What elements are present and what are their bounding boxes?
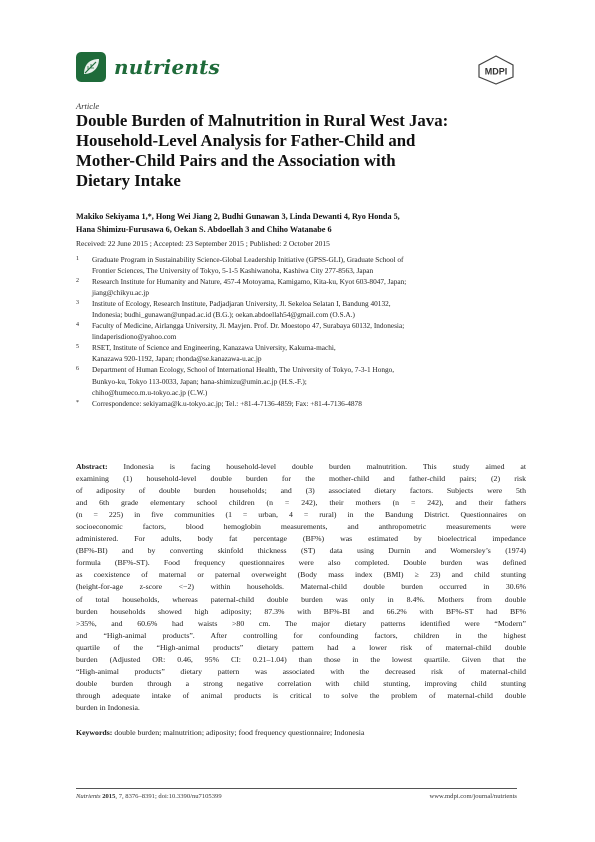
affiliation-line: chiho@humeco.m.u-tokyo.ac.jp (C.W.)	[92, 387, 208, 397]
abstract-line: through adequate intake of animal products is critical to solve the problem of maternal-child double	[76, 690, 526, 700]
author-line: Hana Shimizu-Furusawa 6, Oekan S. Abdoellah 3 and Chiho Watanabe 6	[76, 224, 332, 234]
abstract-line: and 6th grade elementary school children (n = 242), their mothers (n = 242), and their fathers	[76, 498, 526, 508]
abstract-line: >35%, and 60.6% had waists >80 cm. The major dietary patterns identified were “Modern”	[76, 618, 526, 628]
author-line: Makiko Sekiyama 1,*, Hong Wei Jiang 2, Budhi Gunawan 3, Linda Dewanti 4, Ryo Honda 5,	[76, 212, 400, 221]
title-line: Dietary Intake	[76, 171, 181, 190]
affiliation-line: RSET, Institute of Science and Engineering, Kanazawa University, Kakuma-machi,	[92, 343, 336, 353]
leaf-icon	[76, 52, 106, 82]
affiliation	[76, 254, 526, 276]
journal-url[interactable]: www.mdpi.com/journal/nutrients	[429, 793, 517, 800]
affiliation-number: 4	[76, 322, 79, 329]
publisher-name: MDPI	[484, 66, 508, 77]
affiliation-line: Institute of Ecology, Research Institute, Padjadjaran University, Jl. Sekeloa Selatan I, Bandung 40132,	[92, 299, 391, 309]
keywords-label: Keywords:	[76, 728, 113, 737]
publisher-logo	[476, 55, 516, 85]
title-line: Double Burden of Malnutrition in Rural West Java:	[76, 111, 449, 130]
keywords-list: double burden; malnutrition; adiposity; food frequency questionnaire; Indonesia	[114, 728, 365, 737]
abstract-label: Abstract:	[76, 462, 108, 471]
affiliation-number: 6	[76, 366, 79, 373]
affiliation	[76, 342, 526, 364]
footer-journal: Nutrients	[76, 793, 101, 800]
abstract-line: burden households showed high adiposity; 87.3% with BF%-BI and 66.2% with BF%-ST had BF%	[76, 606, 526, 616]
abstract-line: “High-animal products” dietary pattern was associated with the decreased risk of maternal-child	[76, 666, 526, 676]
footer-year: 2015	[102, 793, 116, 800]
abstract-line: burden (Adjusted OR: 0.46, 95% CI: 0.21–1.04) than those in the lowest quartile. Given that the	[76, 654, 526, 664]
affiliation	[76, 364, 526, 397]
abstract-line: (n = 225) in five communities (1 = urban, 4 = rural) in the Bandung District. Questionnaires on	[76, 510, 526, 520]
affiliation-number: 1	[76, 256, 79, 262]
abstract-line: of adiposity of double burden households; and (3) associated dietary factors. Subjects were 5th	[76, 486, 526, 496]
affiliation-line: Graduate Program in Sustainability Science-Global Leadership Initiative (GPSS-GLI), Graduate School of	[92, 255, 404, 264]
affiliation-line: Faculty of Medicine, Airlangga University, Jl. Mayjen. Prof. Dr. Moestopo 47, Surabaya 60132, Indonesia;	[92, 321, 405, 331]
abstract-line: burden in Indonesia.	[76, 702, 140, 712]
correspondence	[76, 398, 526, 409]
article-title	[76, 111, 526, 191]
article-type: Article	[76, 101, 100, 111]
affiliation-line: Kanazawa 920-1192, Japan; rhonda@se.kanazawa-u.ac.jp	[92, 354, 262, 364]
affiliation-number: 5	[76, 344, 79, 351]
journal-name: nutrients	[114, 55, 221, 79]
abstract-line: double burden through a strong negative correlation with child stunting, improving child stunting	[76, 678, 526, 688]
affiliation-line: Frontier Sciences, The University of Tokyo, 5-1-5 Kashiwanoha, Kashiwa City 277-8563, Japan	[92, 266, 374, 276]
affiliation-line: jiang@chikyu.ac.jp	[92, 288, 149, 298]
affiliation-line: Bunkyo-ku, Tokyo 113-0033, Japan; hana-shimizu@umin.ac.jp (H.S.-F.);	[92, 376, 307, 386]
affiliation-line: Indonesia; budhi_gunawan@unpad.ac.id (B.G.); oekan.abdoellah54@gmail.com (O.S.A.)	[92, 310, 355, 320]
abstract-line: examining (1) household-level double burden for the mother-child and father-child pairs; (2) risk	[76, 474, 526, 484]
affiliation	[76, 276, 526, 298]
affiliations	[76, 254, 526, 409]
footer-citation: , 7, 8376–8391; doi:10.3390/nu7105399	[115, 793, 222, 800]
correspondence-line: Correspondence: sekiyama@k.u-tokyo.ac.jp; Tel.: +81-4-7136-4859; Fax: +81-4-7136-4878	[92, 398, 362, 408]
affiliation-line: lindaperisdiono@yahoo.com	[92, 332, 177, 342]
affiliation	[76, 320, 526, 342]
title-line: Household-Level Analysis for Father-Child and	[76, 131, 416, 150]
abstract-line: quartile of the “High-animal products” dietary pattern had a lower risk of maternal-child double	[76, 642, 526, 652]
abstract-line: (height-for-age z-score <−2) within households. Maternal-child double burden occurred in 30.6%	[76, 582, 526, 592]
correspondence-marker: *	[76, 399, 79, 406]
abstract-line: Abstract: Indonesia is facing household-level double burden malnutrition. This study aimed at	[76, 462, 526, 471]
journal-logo	[76, 52, 220, 82]
abstract-line: formula (BF%-ST). Food frequency questionnaires were also completed. Double burden was defined	[76, 558, 526, 568]
publication-dates: Received: 22 June 2015 ; Accepted: 23 September 2015 ; Published: 2 October 2015	[76, 239, 330, 248]
footer-divider	[76, 788, 517, 789]
abstract-line: administered. For adults, body fat percentage (BF%) was estimated by bioelectrical impedance	[76, 534, 526, 544]
abstract-line: and “High-animal products”. After controlling for confounding factors, children in the highest	[76, 630, 526, 640]
title-line: Mother-Child Pairs and the Association with	[76, 151, 396, 170]
affiliation-number: 3	[76, 300, 79, 307]
abstract-line: of total households, whereas paternal-child double burden was only in 8.4%. Mothers from double	[76, 594, 526, 604]
abstract	[76, 461, 526, 714]
affiliation	[76, 298, 526, 320]
author-list	[76, 211, 526, 236]
affiliation-line: Department of Human Ecology, School of International Health, The University of Tokyo, 7-3-1 Hongo,	[92, 365, 395, 375]
citation-footer	[76, 793, 222, 800]
abstract-line: as coexistence of maternal or paternal overweight (Body mass index (BMI) ≥ 23) and child stunting	[76, 570, 526, 580]
abstract-line: (BF%-BI) and by converting skinfold thickness (ST) data using Durnin and Womersley’s (1974)	[76, 546, 526, 556]
affiliation-number: 2	[76, 278, 79, 285]
affiliation-line: Research Institute for Humanity and Nature, 457-4 Motoyama, Kamigamo, Kita-ku, Kyot 603-8047, Japan;	[92, 277, 407, 287]
abstract-line: socioeconomic factors, blood hemoglobin measurements, and anthropometric measurements were	[76, 522, 526, 532]
keywords	[76, 728, 364, 737]
